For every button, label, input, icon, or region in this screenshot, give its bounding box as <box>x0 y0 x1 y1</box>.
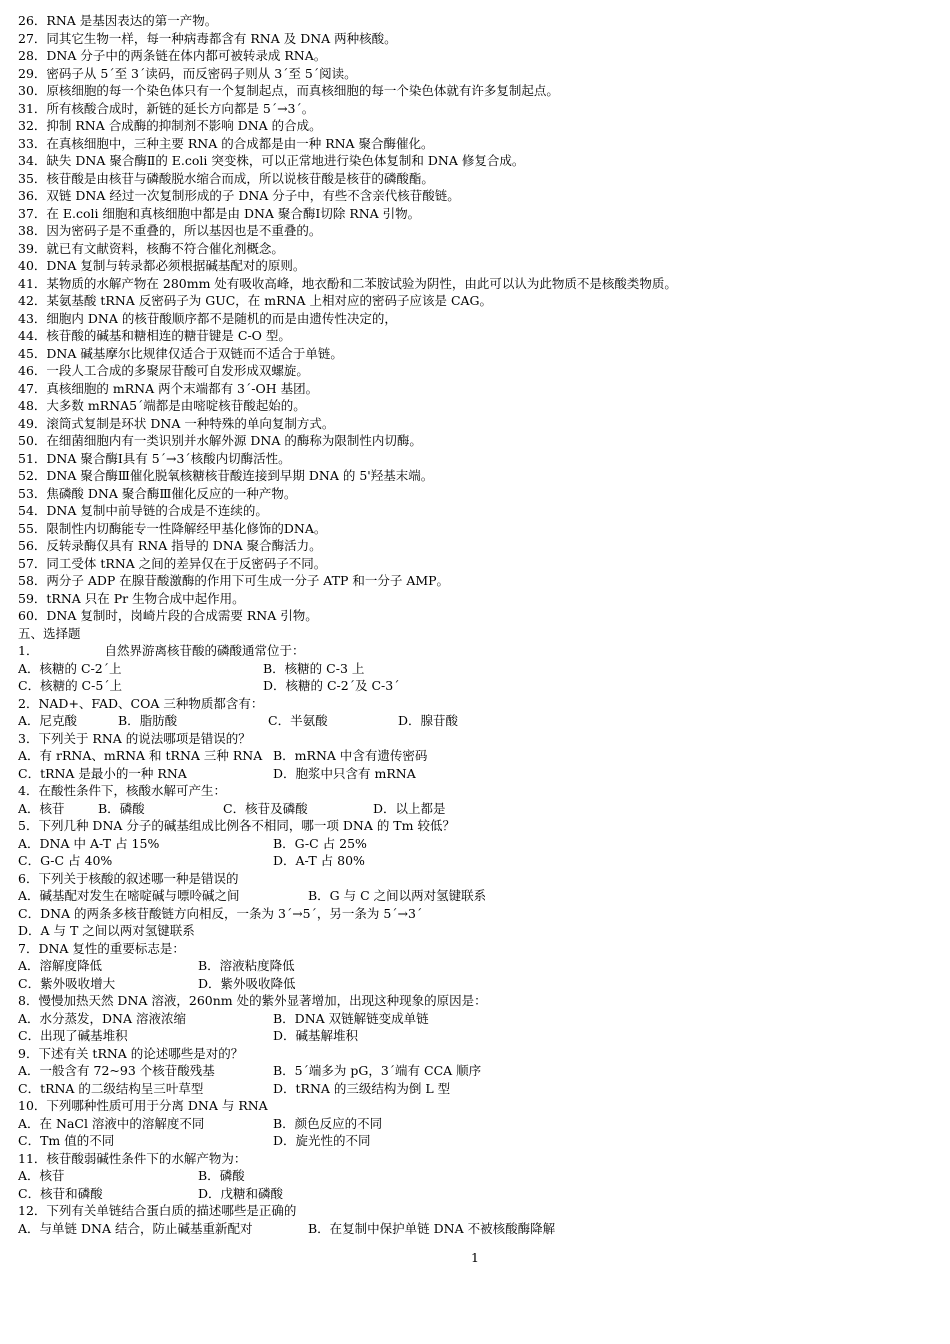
statement-item: 48．大多数 mRNA5´端都是由嘧啶核苷酸起始的。 <box>18 398 306 413</box>
statement-item: 38．因为密码子是不重叠的，所以基因也是不重叠的。 <box>18 223 322 238</box>
question-number: 2． <box>18 695 39 711</box>
option-row <box>18 1115 933 1133</box>
question-number: 8． <box>18 993 39 1008</box>
answer-option: C．核糖的 C-5´上 <box>18 678 123 693</box>
answer-option: C．DNA 的两条多核苷酸链方向相反，一条为 3´→5´，另一条为 5´→3´ <box>18 905 423 921</box>
question-text: 下列关于核酸的叙述哪一种是错误的 <box>38 870 239 886</box>
statement-item: 37．在 E.coli 细胞和真核细胞中都是由 DNA 聚合酶Ⅰ切除 RNA 引物。 <box>18 205 421 221</box>
answer-option: D．碱基解堆积 <box>273 1028 359 1043</box>
question-stem <box>18 870 933 888</box>
option-row <box>18 922 933 940</box>
option-row <box>18 905 933 923</box>
answer-option: C．tRNA 的二级结构呈三叶草型 <box>18 1080 204 1096</box>
question-text: DNA 复性的重要标志是： <box>38 940 185 956</box>
question-stem <box>18 642 933 660</box>
answer-option: A．尼克酸 <box>18 713 78 728</box>
statement-item: 54．DNA 复制中前导链的合成是不连续的。 <box>18 503 268 518</box>
answer-option: B．脂肪酸 <box>118 713 178 728</box>
question-text: 核苷酸弱碱性条件下的水解产物为： <box>46 1150 247 1166</box>
statement-item: 40．DNA 复制与转录都必须根据碱基配对的原则。 <box>18 258 306 273</box>
statement-item: 27．同其它生物一样，每一种病毒都含有 RNA 及 DNA 两种核酸。 <box>18 30 397 46</box>
statement-item: 43．细胞内 DNA 的核苷酸顺序都不是随机的而是由遗传性决定的， <box>18 310 397 326</box>
answer-option: C．半氨酸 <box>268 713 328 728</box>
statement-item: 55．限制性内切酶能专一性降解经甲基化修饰的DNA。 <box>18 520 327 536</box>
statement-item: 33．在真核细胞中，三种主要 RNA 的合成都是由一种 RNA 聚合酶催化。 <box>18 135 434 151</box>
statement-item: 52．DNA 聚合酶Ⅲ催化脱氧核糖核苷酸连接到早期 DNA 的 5'羟基末端。 <box>18 468 434 483</box>
option-row <box>18 765 933 783</box>
question-text: 下列哪种性质可用于分离 DNA 与 RNA <box>46 1098 268 1113</box>
answer-option: D．以上都是 <box>373 800 446 816</box>
statement-item: 47．真核细胞的 mRNA 两个末端都有 3´-OH 基团。 <box>18 380 319 396</box>
statement-item: 32．抑制 RNA 合成酶的抑制剂不影响 DNA 的合成。 <box>18 118 322 133</box>
question-text: 下列关于 RNA 的说法哪项是错误的？ <box>38 730 251 746</box>
answer-option: C．紫外吸收增大 <box>18 975 116 991</box>
answer-option: A．核糖的 C-2´上 <box>18 660 122 676</box>
true-false-list <box>18 12 933 625</box>
answer-option: B．G 与 C 之间以两对氢键联系 <box>308 888 487 903</box>
option-row <box>18 1132 933 1150</box>
question-text: 自然界游离核苷酸的磷酸通常位于： <box>104 643 305 658</box>
answer-option: B．磷酸 <box>198 1168 245 1183</box>
statement-item: 57．同工受体 tRNA 之间的差异仅在于反密码子不同。 <box>18 555 327 571</box>
question-number: 9． <box>18 1045 39 1061</box>
option-row <box>18 835 933 853</box>
question-text: NAD+、FAD、COA 三种物质都含有： <box>38 695 264 711</box>
question-stem <box>18 1202 933 1220</box>
option-row <box>18 1027 933 1045</box>
page-number: 1 <box>471 1250 479 1265</box>
answer-option: C．出现了碱基堆积 <box>18 1028 128 1043</box>
answer-option: D．戊糖和磷酸 <box>198 1185 284 1201</box>
statement-item: 44．核苷酸的碱基和糖相连的糖苷键是 C-O 型。 <box>18 328 291 343</box>
statement-item: 36．双链 DNA 经过一次复制形成的子 DNA 分子中，有些不含亲代核苷酸链。 <box>18 188 460 203</box>
answer-option: B．在复制中保护单链 DNA 不被核酸酶降解 <box>308 1220 556 1236</box>
answer-option: A．碱基配对发生在嘧啶碱与嘌呤碱之间 <box>18 888 240 903</box>
statement-item: 35．核苷酸是由核苷与磷酸脱水缩合而成，所以说核苷酸是核苷的磷酸酯。 <box>18 170 434 186</box>
document-page <box>18 12 933 1237</box>
option-row <box>18 712 933 730</box>
statement-item: 45．DNA 碱基摩尔比规律仅适合于双链而不适合于单链。 <box>18 345 343 361</box>
statement-item: 30．原核细胞的每一个染色体只有一个复制起点，而真核细胞的每一个染色体就有许多复制起点。 <box>18 83 559 98</box>
question-number: 11． <box>18 1150 47 1166</box>
answer-option: A．DNA 中 A-T 占 15% <box>18 835 160 851</box>
statement-item: 46．一段人工合成的多聚尿苷酸可自发形成双螺旋。 <box>18 363 309 378</box>
answer-option: B．5´端多为 pG，3´端有 CCA 顺序 <box>273 1063 482 1078</box>
statement-item: 60．DNA 复制时，岗崎片段的合成需要 RNA 引物。 <box>18 608 318 623</box>
answer-option: C．G-C 占 40% <box>18 853 113 868</box>
multiple-choice-list <box>18 642 933 1237</box>
answer-option: A．核苷 <box>18 800 65 816</box>
option-row <box>18 957 933 975</box>
statement-item: 49．滚筒式复制是环状 DNA 一种特殊的单向复制方式。 <box>18 415 335 431</box>
question-stem <box>18 695 933 713</box>
option-row <box>18 1010 933 1028</box>
statement-item: 29．密码子从 5´至 3´读码，而反密码子则从 3´至 5´阅读。 <box>18 65 357 81</box>
answer-option: A．在 NaCl 溶液中的溶解度不同 <box>18 1115 205 1131</box>
statement-item: 58．两分子 ADP 在腺苷酸激酶的作用下可生成一分子 ATP 和一分子 AMP。 <box>18 573 450 588</box>
answer-option: D．旋光性的不同 <box>273 1133 371 1148</box>
option-row <box>18 660 933 678</box>
question-stem <box>18 1097 933 1115</box>
statement-item: 34．缺失 DNA 聚合酶Ⅱ的 E.coli 突变株，可以正常地进行染色体复制和 DNA 修复合成。 <box>18 153 525 168</box>
question-stem <box>18 730 933 748</box>
option-row <box>18 1167 933 1185</box>
answer-option: D．A-T 占 80% <box>273 853 365 868</box>
answer-option: B．溶液粘度降低 <box>198 958 295 973</box>
statement-item: 28．DNA 分子中的两条链在体内都可被转录成 RNA。 <box>18 48 327 63</box>
statement-item: 41．某物质的水解产物在 280mm 处有吸收高峰，地衣酚和二苯胺试验为阴性，由此可以认为此物质不是核酸类物质。 <box>18 275 677 291</box>
statement-item: 53．焦磷酸 DNA 聚合酶Ⅲ催化反应的一种产物。 <box>18 485 297 501</box>
question-number: 10． <box>18 1098 47 1113</box>
answer-option: B．mRNA 中含有遗传密码 <box>273 748 428 763</box>
answer-option: B．核糖的 C-3 上 <box>263 660 365 676</box>
statement-item: 51．DNA 聚合酶Ⅰ具有 5´→3´核酸内切酶活性。 <box>18 450 291 466</box>
question-number: 7． <box>18 940 39 956</box>
statement-item: 26．RNA 是基因表达的第一产物。 <box>18 13 218 28</box>
answer-option: D．tRNA 的三级结构为倒 L 型 <box>273 1080 451 1096</box>
answer-option: C．核苷及磷酸 <box>223 800 308 816</box>
option-row <box>18 1220 933 1238</box>
answer-option: C．核苷和磷酸 <box>18 1185 103 1201</box>
answer-option: A．与单链 DNA 结合，防止碱基重新配对 <box>18 1220 253 1236</box>
answer-option: C．Tm 值的不同 <box>18 1133 115 1148</box>
statement-item: 39．就已有文献资料，核酶不符合催化剂概念。 <box>18 240 284 256</box>
answer-option: D．核糖的 C-2´及 C-3´ <box>263 678 400 693</box>
answer-option: B．颜色反应的不同 <box>273 1115 383 1131</box>
statement-item: 42．某氨基酸 tRNA 反密码子为 GUC，在 mRNA 上相对应的密码子应该是 CAG。 <box>18 293 493 308</box>
answer-option: B．G-C 占 25% <box>273 835 367 851</box>
answer-option: A．一般含有 72~93 个核苷酸残基 <box>18 1063 215 1078</box>
option-row <box>18 887 933 905</box>
question-stem <box>18 992 933 1010</box>
answer-option: B．DNA 双链解链变成单链 <box>273 1010 429 1026</box>
question-stem <box>18 1150 933 1168</box>
answer-option: A．溶解度降低 <box>18 958 103 973</box>
answer-option: A．有 rRNA、mRNA 和 tRNA 三种 RNA <box>18 748 263 763</box>
question-stem <box>18 817 933 835</box>
question-text: 在酸性条件下，核酸水解可产生： <box>38 783 226 798</box>
answer-option: D．胞浆中只含有 mRNA <box>273 765 416 781</box>
answer-option: D．腺苷酸 <box>398 713 459 728</box>
option-row <box>18 1185 933 1203</box>
question-number: 4． <box>18 783 39 798</box>
option-row <box>18 1080 933 1098</box>
question-stem <box>18 782 933 800</box>
question-number: 3． <box>18 730 39 746</box>
option-row <box>18 852 933 870</box>
option-row <box>18 747 933 765</box>
question-text: 下述有关 tRNA 的论述哪些是对的？ <box>38 1045 244 1061</box>
option-row <box>18 677 933 695</box>
statement-item: 59．tRNA 只在 Pr 生物合成中起作用。 <box>18 590 245 606</box>
question-number: 5． <box>18 818 39 833</box>
section-title: 五、选择题 <box>18 625 81 641</box>
question-text: 慢慢加热天然 DNA 溶液，260nm 处的紫外显著增加，出现这种现象的原因是： <box>38 993 487 1008</box>
answer-option: D．A 与 T 之间以两对氢键联系 <box>18 923 195 938</box>
question-number: 6． <box>18 870 39 886</box>
question-text: 下列几种 DNA 分子的碱基组成比例各不相同，哪一项 DNA 的 Tm 较低？ <box>38 818 455 833</box>
option-row <box>18 975 933 993</box>
question-number: 1． <box>18 643 39 658</box>
answer-option: A．水分蒸发，DNA 溶液浓缩 <box>18 1010 186 1026</box>
option-row <box>18 1062 933 1080</box>
answer-option: A．核苷 <box>18 1168 65 1183</box>
question-stem <box>18 940 933 958</box>
option-row <box>18 800 933 818</box>
statement-item: 31．所有核酸合成时，新链的延长方向都是 5´→3´。 <box>18 100 315 116</box>
statement-item: 56．反转录酶仅具有 RNA 指导的 DNA 聚合酶活力。 <box>18 538 322 553</box>
question-text: 下列有关单链结合蛋白质的描述哪些是正确的 <box>46 1203 297 1218</box>
answer-option: D．紫外吸收降低 <box>198 975 296 991</box>
answer-option: C．tRNA 是最小的一种 RNA <box>18 765 187 781</box>
question-stem <box>18 1045 933 1063</box>
answer-option: B．磷酸 <box>98 800 145 816</box>
statement-item: 50．在细菌细胞内有一类识别并水解外源 DNA 的酶称为限制性内切酶。 <box>18 433 422 448</box>
question-number: 12． <box>18 1203 47 1218</box>
